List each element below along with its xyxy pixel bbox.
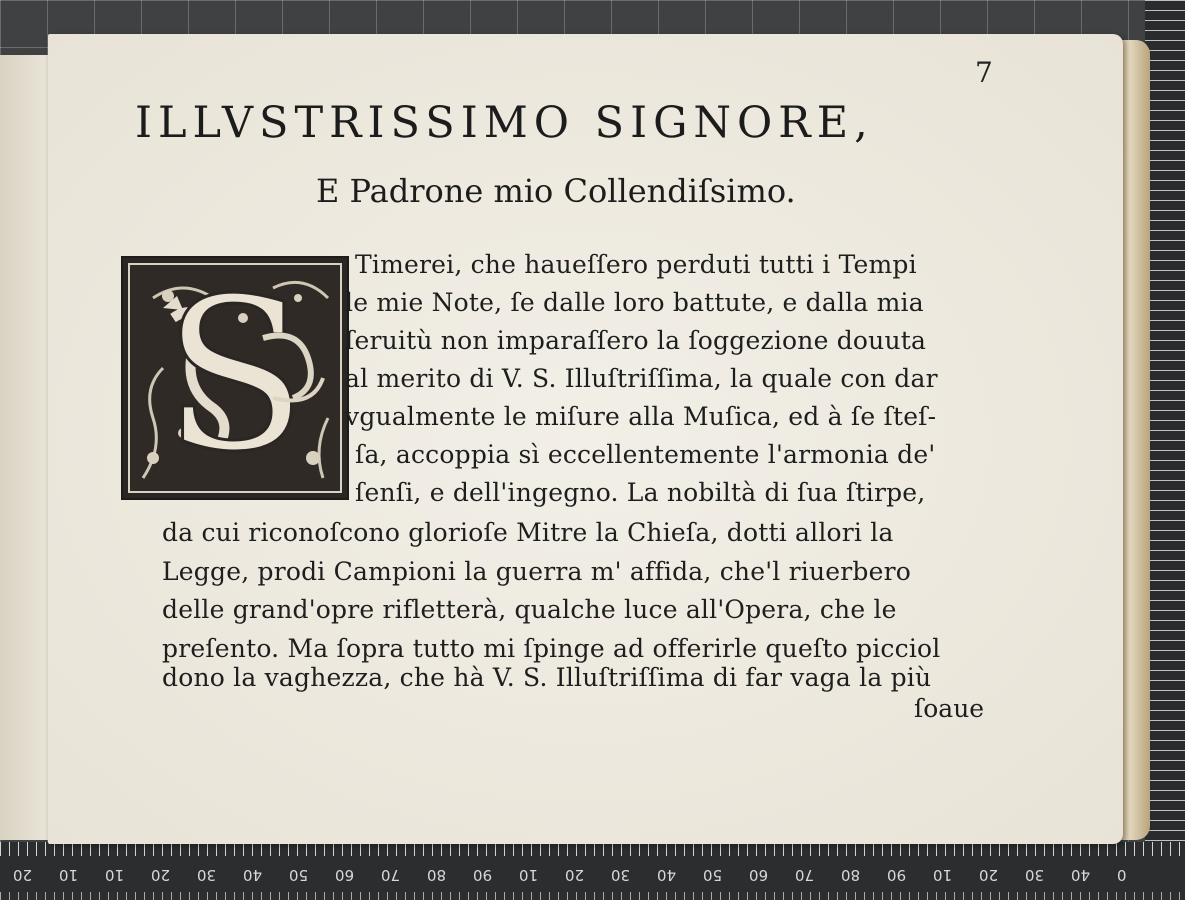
left-page-strip bbox=[0, 55, 53, 840]
drop-cap-letter: S bbox=[163, 258, 307, 498]
ruler-number: 30 bbox=[197, 866, 217, 884]
ruler-number: 40 bbox=[657, 866, 677, 884]
text-line: dono la vaghezza, che hà V. S. Illuſtriſſima di far vaga la più bbox=[162, 663, 932, 692]
ruler-number: 0 bbox=[1116, 866, 1127, 884]
ruler-number: 80 bbox=[840, 866, 860, 884]
catchword: ſoaue bbox=[914, 694, 985, 723]
text-line: vgualmente le miſure alla Muſica, ed à ſe ſteſ- bbox=[345, 402, 937, 431]
ruler-number: 10 bbox=[932, 866, 952, 884]
page-number: 7 bbox=[975, 56, 993, 89]
decorated-initial-woodcut bbox=[123, 258, 347, 498]
ruler-number: 60 bbox=[335, 866, 355, 884]
ruler-number: 30 bbox=[1024, 866, 1044, 884]
text-line: al merito di V. S. Illuſtriſſima, la quale con dar bbox=[345, 364, 938, 393]
text-line: ſenſi, e dell'ingegno. La nobiltà di ſua ſtirpe, bbox=[355, 478, 926, 507]
ruler-number: 20 bbox=[978, 866, 998, 884]
ruler-number: 30 bbox=[611, 866, 631, 884]
ruler-number: 40 bbox=[1070, 866, 1090, 884]
ruler-number: 20 bbox=[151, 866, 171, 884]
text-line: delle grand'opre rifletterà, qualche luce all'Opera, che le bbox=[162, 595, 897, 624]
ruler-number: 60 bbox=[748, 866, 769, 884]
ruler-number: 10 bbox=[59, 866, 79, 884]
ruler-number: 10 bbox=[519, 866, 539, 884]
ruler-number: 50 bbox=[702, 866, 723, 884]
side-ruler bbox=[1145, 0, 1185, 900]
text-line: ſeruitù non imparaſſero la ſoggezione douuta bbox=[345, 326, 927, 355]
text-line: da cui riconoſcono glorioſe Mitre la Chieſa, dotti allori la bbox=[162, 518, 894, 547]
text-line: Timerei, che haueſſero perduti tutti i Tempi bbox=[355, 250, 917, 279]
page-title: ILLVSTRISSIMO SIGNORE, bbox=[135, 98, 874, 148]
ruler-number: 70 bbox=[381, 866, 401, 884]
text-line: Legge, prodi Campioni la guerra m' affida, che'l riuerbero bbox=[162, 557, 912, 586]
ruler-number: 10 bbox=[105, 866, 125, 884]
ruler-number: 80 bbox=[427, 866, 447, 884]
page-subtitle: E Padrone mio Collendiſsimo. bbox=[316, 172, 796, 210]
ruler-ticks-top bbox=[0, 842, 1185, 856]
text-line: preſento. Ma ſopra tutto mi ſpinge ad offerirle queſto picciol bbox=[162, 634, 941, 663]
ruler-number: 70 bbox=[794, 866, 814, 884]
ruler-numbers bbox=[0, 860, 1140, 884]
bottom-ruler bbox=[0, 842, 1185, 900]
ruler-number: 90 bbox=[886, 866, 906, 884]
text-line: le mie Note, ſe dalle loro battute, e dalla mia bbox=[345, 288, 924, 317]
ruler-ticks-bottom bbox=[0, 892, 1185, 900]
ruler-number: 50 bbox=[289, 866, 309, 884]
ruler-number: 20 bbox=[565, 866, 585, 884]
text-line: ſa, accoppia sì eccellentemente l'armonia de' bbox=[355, 440, 936, 469]
dragon-ornament-icon bbox=[123, 258, 347, 498]
ruler-number: 20 bbox=[13, 866, 33, 884]
ruler-number: 90 bbox=[473, 866, 493, 884]
ruler-number: 40 bbox=[243, 866, 263, 884]
